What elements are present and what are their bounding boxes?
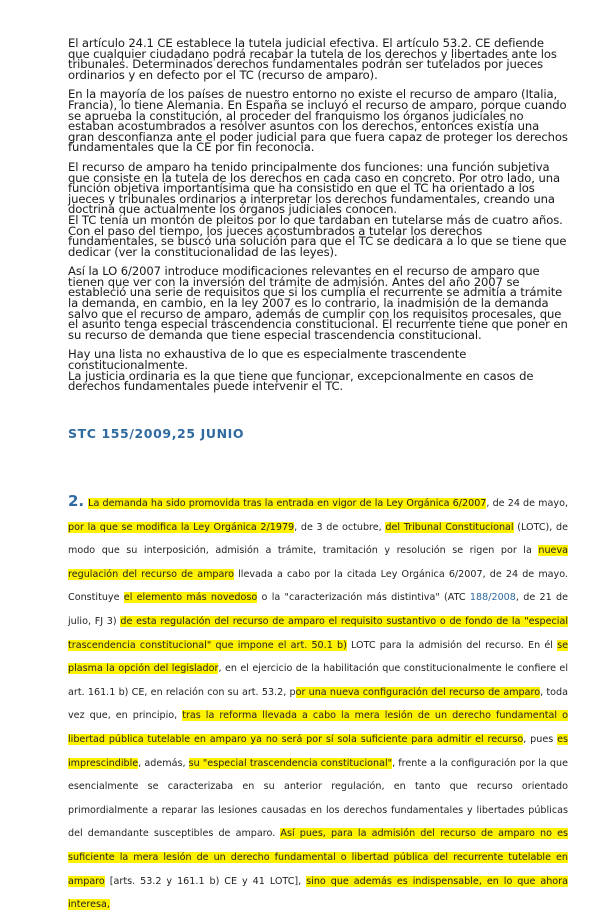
ruling-text: , de 24 de mayo, xyxy=(486,498,568,509)
ruling-text: llevada a cabo por la citada Ley Orgánica 6/2007, de 24 de mayo. Constituye xyxy=(68,568,568,604)
highlighted-text: del Tribunal Constitucional xyxy=(385,521,514,533)
highlighted-text: el elemento más novedoso xyxy=(123,592,258,604)
intro-paragraph-6: Hay una lista no exhaustiva de lo que es especialmente trascendente constitucionalmente. xyxy=(68,347,467,373)
ruling-text: [arts. 53.2 y 161.1 b) CE y 41 LOTC], xyxy=(104,875,307,887)
highlighted-text: tras la reforma llevada a cabo la mera lesión de un derecho fundamental o libertad pública tutelable en amparo ya no será por sí sola suficiente para admitir el recurso xyxy=(68,710,568,745)
ruling-paragraph xyxy=(68,490,568,917)
intro-paragraph-2: En la mayoría de los países de nuestro entorno no existe el recurso de amparo (Italia, Francia), lo tiene Alemania. En España se incluyó el recurso de amparo, porque cuando se aprueba la constitución, al proceder del franquismo los órganos judiciales no estaban acostumbrados a resolver asuntos con los derechos, entonces existía una gran desconfianza ante el poder judicial para que fuera capaz de proteger los derechos fundamentales que la CE por fin reconocía. xyxy=(68,87,568,155)
ruling-text: (LOTC), de modo que su interposición, admisión a trámite, tramitación y resolución se rigen por la xyxy=(68,521,569,557)
ruling-text: , en el ejercicio de la habilitación que constitucionalmente le confiere el art. 161.1 b) CE, en relación con su art. 53.2, p xyxy=(68,663,568,698)
highlighted-text: La demanda ha sido promovida tras la entrada en vigor de la Ley Orgánica 6/2007 xyxy=(88,498,487,509)
intro-text xyxy=(68,38,568,401)
highlighted-text: or una nueva configuración del recurso de amparo xyxy=(295,686,541,698)
highlighted-text: es imprescindible xyxy=(68,733,568,769)
highlighted-text: por la que se modifica la Ley Orgánica 2/1979 xyxy=(68,521,295,533)
ruling-text: , además, xyxy=(138,757,189,769)
ruling-text: , toda vez que, en principio, xyxy=(68,686,568,722)
ruling-text: , de 3 de octubre, xyxy=(294,521,386,533)
highlighted-text: se plasma la opción del legislador xyxy=(68,639,569,675)
highlighted-text: Así pues, para la admisión del recurso de amparo no es suficiente la mera lesión de un derecho fundamental o libertad pública del recurrente tutelable en amparo xyxy=(68,828,569,887)
paragraph-number: 2. xyxy=(68,492,85,510)
intro-paragraph-3: El recurso de amparo ha tenido principalmente dos funciones: una función subjetiva que consiste en la tutela de los derechos en cada caso en concreto. Por otro lado, una función objetiva importantísima que ha consistido en que el TC ha orientado a los jueces y tribunales ordinarios a interpretar los derechos fundamentales, creando una doctrina que actualmente los órganos judiciales conocen. xyxy=(68,159,560,217)
ruling-text: , de 21 de julio, FJ 3) xyxy=(68,592,569,627)
highlighted-text: sino que además es indispensable, en lo que ahora interesa, xyxy=(68,875,568,911)
ruling-text: , pues xyxy=(523,733,558,745)
section-heading: STC 155/2009,25 JUNIO xyxy=(68,426,245,441)
highlighted-text: nueva regulación del recurso de amparo xyxy=(68,545,568,580)
intro-paragraph-4: El TC tenía un montón de pleitos por lo que tardaban en tutelarse más de cuatro años. Con el paso del tiempo, los jueces acostumbrados a tutelar los derechos fundamentales, se buscó una solución para que el TC se dedicara a lo que se tiene que dedicar (ver la constitucionalidad de las leyes). xyxy=(68,212,567,259)
intro-paragraph-7: La justicia ordinaria es la que tiene que funcionar, excepcionalmente en casos de derechos fundamentales puede intervenir el TC. xyxy=(68,368,534,394)
highlighted-text: de esta regulación del recurso de amparo el requisito sustantivo o de fondo de la "especial trascendencia constitucional" que impone el art. 50.1 b) xyxy=(68,615,568,651)
ruling-text: , frente a la configuración por la que esencialmente se caracterizaba en su anterior regulación, en tanto que recurso orientado primordialmente a reparar las lesiones causadas en los derechos fundamentales y libertades públicas del demandante susceptibles de amparo. xyxy=(68,757,569,840)
intro-paragraph-5: Así la LO 6/2007 introduce modificaciones relevantes en el recurso de amparo que tienen que ver con la inversión del trámite de admisión. Antes del año 2007 se estableció una serie de requisitos que si los cumplía el recurrente se admitía a trámite la demanda, en cambio, en la ley 2007 es lo contrario, la inadmisión de la demanda salvo que el recurso de amparo, además de cumplir con los requisitos procesales, que el asunto tenga especial trascendencia constitucional. El recurrente tiene que poner en su recurso de demanda que tiene especial trascendencia constitucional. xyxy=(68,264,568,342)
intro-paragraph-1: El artículo 24.1 CE establece la tutela judicial efectiva. El artículo 53.2. CE defiende que cualquier ciudadano podrá recabar la tutela de los derechos y libertades ante los tribunales. Determinados derechos fundamentales podrán ser tutelados por jueces ordinarios y en defecto por el TC (recurso de amparo). xyxy=(68,36,557,82)
ruling-text: o la "caracterización más distintiva" (ATC xyxy=(257,592,470,604)
highlighted-text: su "especial trascendencia constitucional" xyxy=(188,757,393,769)
citation-link[interactable]: 188/2008 xyxy=(469,592,516,604)
ruling-text: LOTC para la admisión del recurso. En él xyxy=(346,639,558,651)
